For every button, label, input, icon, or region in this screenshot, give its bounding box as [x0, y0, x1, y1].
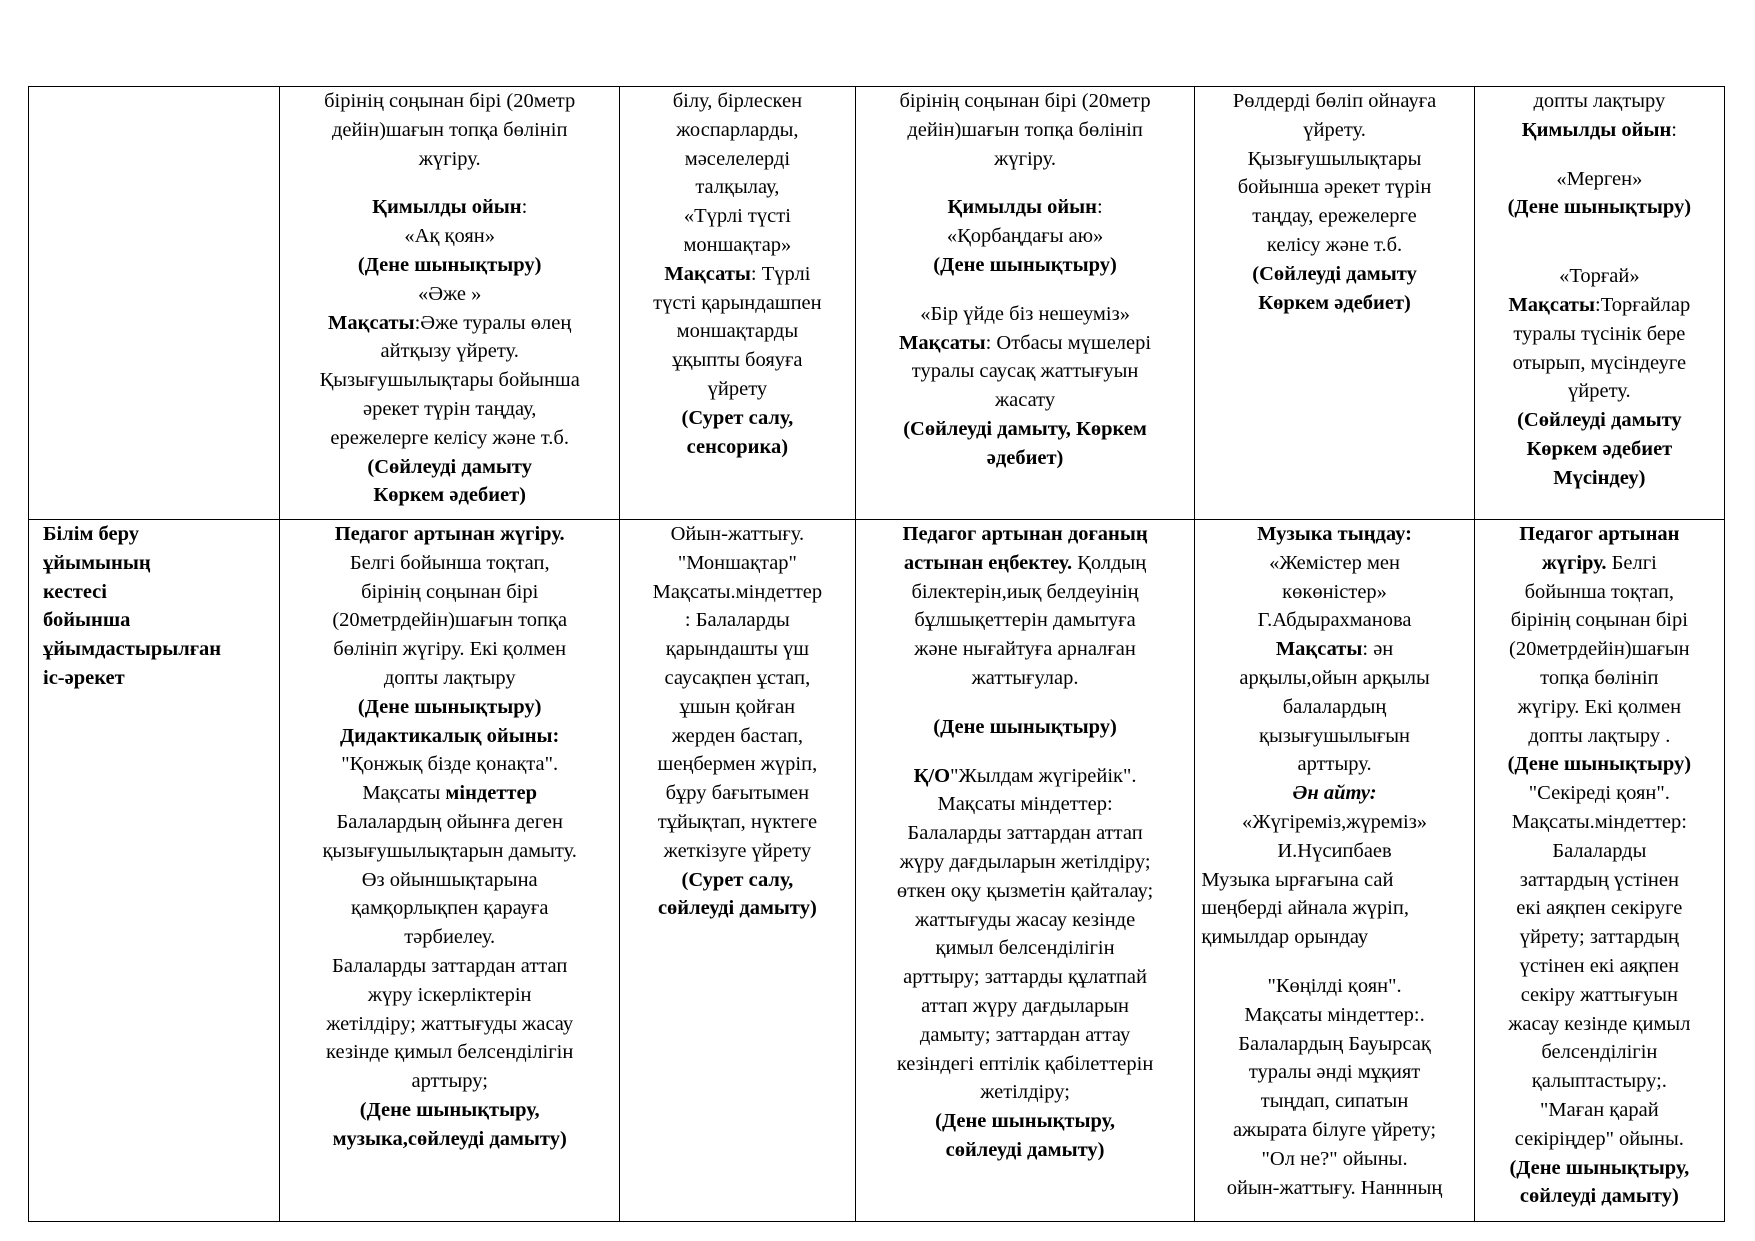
text-line: мәселелерді: [684, 147, 791, 170]
text-line: бұлшықеттерін дамытуға: [914, 609, 1136, 632]
schedule-table: [28, 86, 1725, 1222]
text-line: (Сурет салу,: [681, 406, 794, 429]
text-run: Мақсаты: [362, 782, 446, 805]
text-run: Мақсаты: [664, 262, 751, 285]
text-line: сөйлеуді дамыту): [945, 1138, 1105, 1161]
text-line: келісу және т.б.: [1266, 233, 1403, 256]
text-line: топқа бөлініп: [1540, 666, 1659, 689]
text-line: бірінің соңынан бірі (20метр: [899, 90, 1151, 112]
text-line: үйрету; заттардың: [1519, 926, 1679, 949]
text-line: дейін)шағын топқа бөлініп: [331, 118, 568, 141]
text-line: [286, 193, 613, 222]
text-run: жүгіру.: [1541, 551, 1607, 574]
text-line: [1201, 635, 1467, 664]
text-line: "Ол не?" ойыны.: [1261, 1147, 1408, 1170]
text-line: Балалардың Бауырсақ: [1238, 1032, 1431, 1055]
text-line: [286, 779, 613, 808]
text-run: Қимылды ойын: [1521, 118, 1672, 141]
text-line: «Әже »: [417, 282, 482, 305]
activity-cell-wednesday: [855, 87, 1195, 520]
text-line: Педагог артынан жүгіру.: [334, 523, 565, 545]
text-line: (Сурет салу,: [681, 868, 794, 891]
text-line: [1481, 549, 1718, 578]
text-line: "Көңілді қоян".: [1267, 974, 1402, 997]
text-line: белсенділігін: [1541, 1041, 1658, 1064]
line-spacer: [1201, 952, 1467, 972]
line-spacer: [862, 173, 1189, 193]
text-line: (Дене шынықтыру,: [359, 1098, 540, 1121]
text-line: (Дене шынықтыру,: [1509, 1156, 1690, 1179]
text-line: бойынша тоқтап,: [1524, 580, 1675, 603]
text-line: үйрету: [707, 377, 768, 400]
text-line: жерден бастап,: [671, 724, 804, 747]
text-line: [286, 309, 613, 338]
text-line: [862, 329, 1189, 358]
activity-cell-tuesday: [620, 520, 856, 1222]
text-line: жасау кезінде қимыл: [1508, 1012, 1691, 1035]
text-line: арқылы,ойын арқылы: [1239, 666, 1430, 689]
text-line: жасату: [995, 389, 1056, 412]
text-run: міндеттер: [445, 782, 538, 805]
text-run: :: [1671, 118, 1677, 141]
text-line: (20метрдейін)шағын топқа: [332, 609, 568, 632]
text-line: шеңберді айнала жүріп,: [1201, 897, 1409, 920]
text-line: (Дене шынықтыру,: [935, 1110, 1115, 1133]
text-run: Қолдың: [1072, 551, 1147, 574]
text-line: допты лақтыру .: [1528, 724, 1671, 747]
text-line: туралы әнді мұқият: [1248, 1061, 1421, 1084]
text-line: [862, 549, 1189, 578]
text-line: дейін)шағын топқа бөлініп: [907, 118, 1143, 141]
text-line: жетілдіру; жаттығуды жасау: [326, 1012, 574, 1035]
text-run: Белгі: [1606, 551, 1657, 574]
text-line: "Секіреді қоян".: [1528, 782, 1670, 805]
text-line: жүгіру.: [418, 147, 481, 170]
row-label-cell: [29, 87, 280, 520]
text-line: (20метрдейін)шағын: [1509, 638, 1690, 661]
text-run: Қимылды ойын: [947, 196, 1097, 219]
text-line: музыка,сөйлеуді дамыту): [332, 1127, 567, 1150]
text-line: Мақсаты.міндеттер: [652, 580, 823, 603]
text-line: «Қорбаңдағы аю»: [946, 225, 1104, 248]
line-spacer: [862, 693, 1189, 713]
text-line: «Мерген»: [1556, 167, 1643, 190]
text-line: Педагог артынан: [1519, 523, 1680, 545]
table-row: [29, 87, 1725, 520]
text-line: Көркем әдебиет): [373, 484, 527, 507]
table-row: [29, 520, 1725, 1222]
text-line: Рөлдерді бөліп ойнауға: [1232, 90, 1437, 112]
text-line: жоспарларды,: [676, 118, 799, 141]
text-line: моншақтарды: [676, 320, 799, 343]
text-line: (Дене шынықтыру): [1507, 753, 1692, 776]
text-line: тыңдап, сипатын: [1260, 1090, 1409, 1113]
text-line: арттыру; заттарды құлатпай: [903, 966, 1147, 989]
text-line: бірінің соңынан бірі: [1510, 609, 1688, 632]
text-line: И.Нүсипбаев: [1277, 839, 1392, 862]
text-line: моншақтар»: [683, 233, 792, 256]
text-line: ұйымдастырылған: [43, 638, 222, 661]
text-line: "Моншақтар": [677, 551, 797, 574]
text-line: айтқызу үйрету.: [380, 340, 519, 363]
text-line: және нығайтуға арналған: [914, 638, 1136, 661]
line-spacer: [286, 173, 613, 193]
text-line: допты лақтыру: [383, 666, 516, 689]
text-line: секіру жаттығуын: [1520, 983, 1678, 1006]
text-line: білу, бірлескен: [672, 90, 803, 112]
text-line: бірінің соңынан бірі: [361, 580, 539, 603]
row-label-cell: [29, 520, 280, 1222]
line-spacer: [1481, 222, 1718, 242]
text-line: бөлініп жүгіру. Екі қолмен: [333, 638, 567, 661]
text-line: таңдау, ережелерге: [1252, 205, 1417, 228]
text-line: Білім беру: [43, 523, 139, 545]
text-line: жүгіру.: [994, 147, 1056, 170]
text-run: : ән: [1362, 638, 1394, 661]
text-line: (Сөйлеуді дамыту: [1252, 262, 1417, 285]
text-line: [1481, 291, 1718, 320]
text-line: Дидактикалық ойыны:: [340, 724, 560, 747]
text-line: (Дене шынықтыру): [1507, 196, 1692, 219]
text-line: қимыл белсенділігін: [935, 937, 1115, 960]
text-line: қарындашты үш: [665, 638, 810, 661]
text-line: жүгіру. Екі қолмен: [1517, 695, 1682, 718]
text-line: әдебиет): [986, 446, 1064, 469]
text-line: заттардың үстінен: [1519, 868, 1679, 891]
text-line: екі аяқпен секіруге: [1516, 897, 1683, 920]
text-line: Ән айту:: [1292, 782, 1377, 805]
text-line: «Ақ қоян»: [404, 225, 495, 248]
text-line: арттыру.: [1297, 753, 1372, 776]
text-line: секіріңдер" ойыны.: [1514, 1127, 1684, 1150]
text-line: қалыптастыру;.: [1531, 1070, 1667, 1093]
text-line: білектерін,иық белдеуінің: [911, 580, 1139, 603]
text-line: сөйлеуді дамыту): [657, 897, 817, 920]
text-run: :: [521, 196, 528, 219]
text-run: :: [1096, 196, 1103, 219]
text-run: астынан еңбектеу.: [903, 551, 1073, 574]
text-line: (Дене шынықтыру): [933, 253, 1117, 276]
text-run: Қ/О: [913, 764, 951, 787]
text-line: сөйлеуді дамыту): [1519, 1185, 1679, 1208]
text-line: (Дене шынықтыру): [357, 253, 542, 276]
text-line: бұру бағытымен: [665, 782, 810, 805]
text-line: (Сөйлеуді дамыту: [1517, 409, 1682, 432]
text-line: (Дене шынықтыру): [933, 715, 1117, 738]
text-line: тәрбиелеу.: [404, 926, 496, 949]
text-run: Мақсаты: [328, 311, 415, 334]
text-line: талқылау,: [695, 176, 780, 199]
activity-cell-thursday: [1195, 520, 1474, 1222]
text-line: Г.Абдырахманова: [1257, 609, 1412, 632]
text-line: дамыту; заттардан аттау: [919, 1023, 1131, 1046]
text-line: Қызығушылықтары бойынша: [319, 369, 580, 392]
text-line: туралы түсінік бере: [1513, 322, 1686, 345]
line-spacer: [1481, 145, 1718, 165]
text-line: Музыка ырғағына сай: [1201, 868, 1394, 891]
text-line: жүру дағдыларын жетілдіру;: [899, 850, 1151, 873]
text-line: "Маған қарай: [1540, 1098, 1659, 1121]
text-line: әрекет түрін таңдау,: [362, 397, 537, 420]
activity-cell-thursday: [1195, 87, 1474, 520]
text-line: [1481, 116, 1718, 145]
text-line: үйрету.: [1568, 380, 1631, 403]
text-line: Мүсіндеу): [1553, 466, 1646, 489]
text-line: қызығушылығын: [1259, 724, 1411, 747]
text-run: : Отбасы мүшелері: [985, 331, 1152, 354]
text-run: Мақсаты: [1275, 638, 1363, 661]
text-line: түсті қарындашпен: [653, 291, 822, 314]
text-line: ойын-жаттығу. Наннның: [1226, 1176, 1443, 1199]
text-line: ажырата білуге үйрету;: [1232, 1118, 1437, 1141]
text-line: (Сөйлеуді дамыту, Көркем: [903, 417, 1147, 440]
text-line: кезіндегі ептілік қабілеттерін: [896, 1052, 1154, 1075]
text-line: Белгі бойынша тоқтап,: [349, 551, 550, 574]
text-line: «Түрлі түсті: [683, 205, 791, 228]
text-line: Педагог артынан доғаның: [902, 523, 1148, 545]
line-spacer: [1481, 242, 1718, 262]
activity-cell-wednesday: [855, 520, 1195, 1222]
text-line: Көркем әдебиет): [1258, 291, 1411, 314]
text-run: :Торғайлар: [1595, 293, 1691, 316]
text-line: өткен оқу қызметін қайталау;: [896, 879, 1154, 902]
text-line: қызығушылықтарын дамыту.: [322, 839, 577, 862]
text-line: Ойын-жаттығу.: [670, 523, 805, 545]
text-line: жаттығулар.: [971, 666, 1079, 689]
text-line: тұйықтап, нүктеге: [657, 810, 818, 833]
line-spacer: [862, 280, 1189, 300]
text-line: үйрету.: [1303, 118, 1366, 141]
text-line: ұқыпты бояуға: [672, 349, 803, 372]
text-run: Қимылды ойын: [372, 196, 522, 219]
text-line: іс-әрекет: [43, 666, 125, 689]
text-line: көкөністер»: [1282, 580, 1387, 603]
text-line: жаттығуды жасау кезінде: [914, 908, 1136, 931]
text-line: қимылдар орындау: [1201, 926, 1369, 949]
text-run: "Жылдам жүгірейік".: [950, 764, 1137, 787]
text-line: «Торғай»: [1559, 265, 1640, 288]
text-line: Мақсаты міндеттер:: [937, 793, 1113, 816]
text-line: туралы саусақ жаттығуын: [911, 360, 1139, 383]
text-run: : Түрлі: [750, 262, 811, 285]
text-line: бірінің соңынан бірі (20метр: [324, 90, 576, 112]
text-line: ұшын қойған: [679, 695, 796, 718]
text-line: Музыка тыңдау:: [1257, 523, 1412, 545]
text-line: жеткізуге үйрету: [663, 839, 812, 862]
text-line: Мақсаты.міндеттер:: [1511, 810, 1687, 833]
text-line: Өз ойыншықтарына: [361, 868, 538, 891]
text-line: Балаларды: [1552, 839, 1647, 862]
text-line: «Бір үйде біз нешеуміз»: [920, 302, 1130, 325]
activity-cell-friday: [1474, 520, 1724, 1222]
text-line: балалардың: [1282, 695, 1387, 718]
text-line: (Дене шынықтыру): [357, 695, 542, 718]
text-line: Көркем әдебиет: [1526, 437, 1673, 460]
text-run: :Әже туралы өлең: [414, 311, 572, 334]
text-line: Балалардың ойынға деген: [336, 810, 563, 833]
activity-cell-monday: [280, 87, 620, 520]
text-line: жетілдіру;: [980, 1081, 1070, 1104]
text-line: кестесі: [43, 580, 107, 603]
text-line: ұйымының: [43, 551, 151, 574]
text-line: үстінен екі аяқпен: [1519, 954, 1680, 977]
text-line: арттыру;: [411, 1070, 488, 1093]
text-line: «Жемістер мен: [1269, 551, 1400, 574]
text-line: бойынша: [43, 609, 131, 632]
text-line: шеңбермен жүріп,: [657, 753, 818, 776]
text-line: [862, 762, 1189, 791]
text-line: бойынша әрекет түрін: [1237, 176, 1432, 199]
text-line: Мақсаты міндеттер:.: [1244, 1003, 1425, 1026]
text-line: [862, 193, 1189, 222]
text-line: аттап жүру дағдыларын: [921, 994, 1130, 1017]
text-line: Балаларды заттардан аттап: [332, 954, 568, 977]
activity-cell-friday: [1474, 87, 1724, 520]
activity-cell-monday: [280, 520, 620, 1222]
text-line: : Балаларды: [684, 609, 790, 632]
text-line: саусақпен ұстап,: [664, 666, 811, 689]
text-line: Қызығушылықтары: [1247, 147, 1422, 170]
text-line: «Жүгіреміз,жүреміз»: [1242, 810, 1428, 833]
text-line: кезінде қимыл белсенділігін: [326, 1041, 574, 1064]
text-line: (Сөйлеуді дамыту: [367, 455, 532, 478]
text-run: Мақсаты: [1508, 293, 1596, 316]
text-line: допты лақтыру: [1533, 90, 1666, 112]
activity-cell-tuesday: [620, 87, 856, 520]
text-line: отырып, мүсіндеуге: [1512, 351, 1687, 374]
text-line: жүру іскерліктерін: [367, 983, 532, 1006]
text-line: сенсорика): [686, 435, 789, 458]
text-line: "Қонжық бізде қонақта".: [341, 753, 559, 776]
line-spacer: [862, 742, 1189, 762]
text-line: қамқорлықпен қарауға: [350, 897, 549, 920]
text-run: Мақсаты: [899, 331, 986, 354]
text-line: ережелерге келісу және т.б.: [330, 426, 569, 449]
text-line: [626, 260, 849, 289]
text-line: Балаларды заттардан аттап: [907, 822, 1143, 845]
